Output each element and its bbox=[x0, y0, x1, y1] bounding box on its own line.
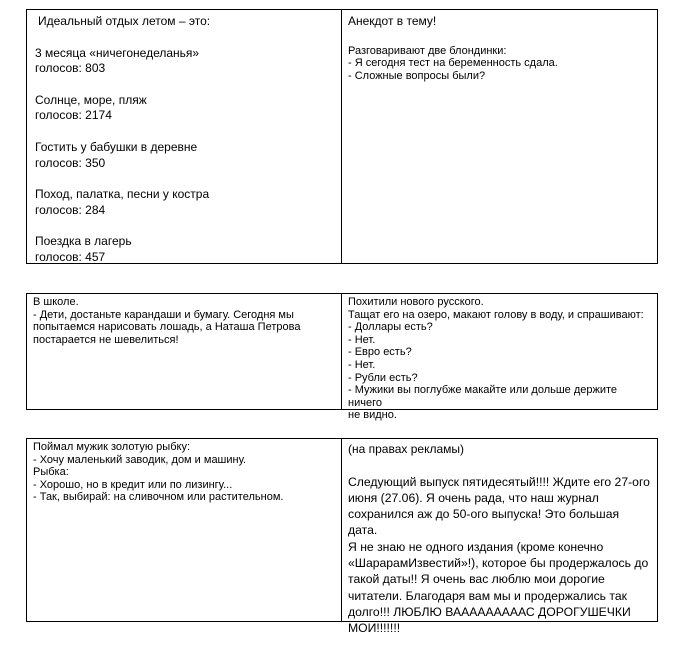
ad-line: читатели. Благодаря вам мы и продержались так bbox=[348, 588, 627, 603]
ad-line: Я не знаю не одного издания (кроме конечно bbox=[348, 539, 604, 554]
ad-line: «ШарарамИзвестий»!), которое бы продержалось до bbox=[348, 556, 649, 571]
joke-cell bbox=[27, 294, 342, 409]
ad-line: МОИ!!!!!!! bbox=[348, 621, 401, 636]
poll-option: 3 месяца «ничегонеделанья» bbox=[35, 45, 200, 60]
ad-line: июня (27.06). Я очень рада, что наш журнал bbox=[348, 490, 599, 505]
jokes-ad-table bbox=[26, 438, 658, 636]
joke-line: Разговаривают две блондинки: bbox=[348, 44, 507, 57]
ad-line: долго!!! ЛЮБЛЮ ВАААААААААС ДОРОГУШЕЧКИ bbox=[348, 604, 631, 619]
poll-table bbox=[26, 9, 658, 264]
joke-line: - Мужики вы поглубже макайте или дольше держите ничего bbox=[348, 384, 621, 409]
poll-votes: голосов: 803 bbox=[35, 61, 106, 76]
joke-line: Рыбка: bbox=[33, 466, 69, 479]
joke-cell bbox=[342, 10, 657, 263]
joke-line: - Нет. bbox=[348, 333, 376, 346]
poll-votes: голосов: 2174 bbox=[35, 108, 112, 123]
jokes-table bbox=[26, 293, 658, 422]
poll-votes: голосов: 284 bbox=[35, 202, 106, 217]
poll-option: Поездка в лагерь bbox=[35, 234, 132, 249]
joke-line: - Хорошо, но в кредит или по лизингу... bbox=[33, 478, 233, 491]
joke-line: - Дети, достаньте карандаши и бумагу. Сегодня мы bbox=[33, 308, 294, 321]
poll-votes: голосов: 457 bbox=[35, 249, 106, 264]
joke-line: - Сложные вопросы были? bbox=[348, 69, 486, 82]
ad-header: (на правах рекламы) bbox=[348, 442, 465, 456]
joke-cell bbox=[27, 439, 342, 621]
ad-line: Следующий выпуск пятидесятый!!!! Ждите его 27-ого bbox=[348, 474, 650, 489]
joke-cell bbox=[342, 294, 657, 422]
joke-line: - Евро есть? bbox=[348, 346, 412, 359]
poll-cell bbox=[27, 10, 342, 263]
joke-line: Похитили нового русского. bbox=[348, 296, 484, 308]
joke-line: - Так, выбирай: на сливочном или растительном. bbox=[33, 491, 284, 504]
ad-line: сохранился аж до 50-ого выпуска! Это большая дата. bbox=[348, 507, 623, 538]
joke-line: Поймал мужик золотую рыбку: bbox=[33, 441, 191, 453]
poll-option: Гостить у бабушки в деревне bbox=[35, 139, 198, 154]
poll-option: Солнце, море, пляж bbox=[35, 92, 147, 107]
poll-option: Поход, палатка, песни у костра bbox=[35, 187, 210, 202]
joke-line: - Нет. bbox=[348, 358, 376, 371]
joke-line: не видно. bbox=[348, 409, 397, 422]
joke-line: - Рубли есть? bbox=[348, 371, 418, 384]
joke-line: В школе. bbox=[33, 296, 79, 308]
ad-cell bbox=[342, 439, 657, 636]
joke-line: попытаемся нарисовать лошадь, а Наташа Петрова bbox=[33, 321, 301, 334]
joke-line: постарается не шевелиться! bbox=[33, 333, 179, 346]
joke-line: - Я сегодня тест на беременность сдала. bbox=[348, 57, 558, 70]
joke-line: - Доллары есть? bbox=[348, 321, 433, 334]
poll-votes: голосов: 350 bbox=[35, 155, 106, 170]
joke-title: Анекдот в тему! bbox=[348, 14, 437, 28]
ad-line: такой даты!! Я очень вас люблю мои дорогие bbox=[348, 572, 605, 587]
poll-title: Идеальный отдых летом – это: bbox=[38, 14, 211, 28]
joke-line: Тащат его на озеро, макают голову в воду, и спрашивают: bbox=[348, 308, 644, 321]
joke-line: - Хочу маленький заводик, дом и машину. bbox=[33, 453, 247, 466]
